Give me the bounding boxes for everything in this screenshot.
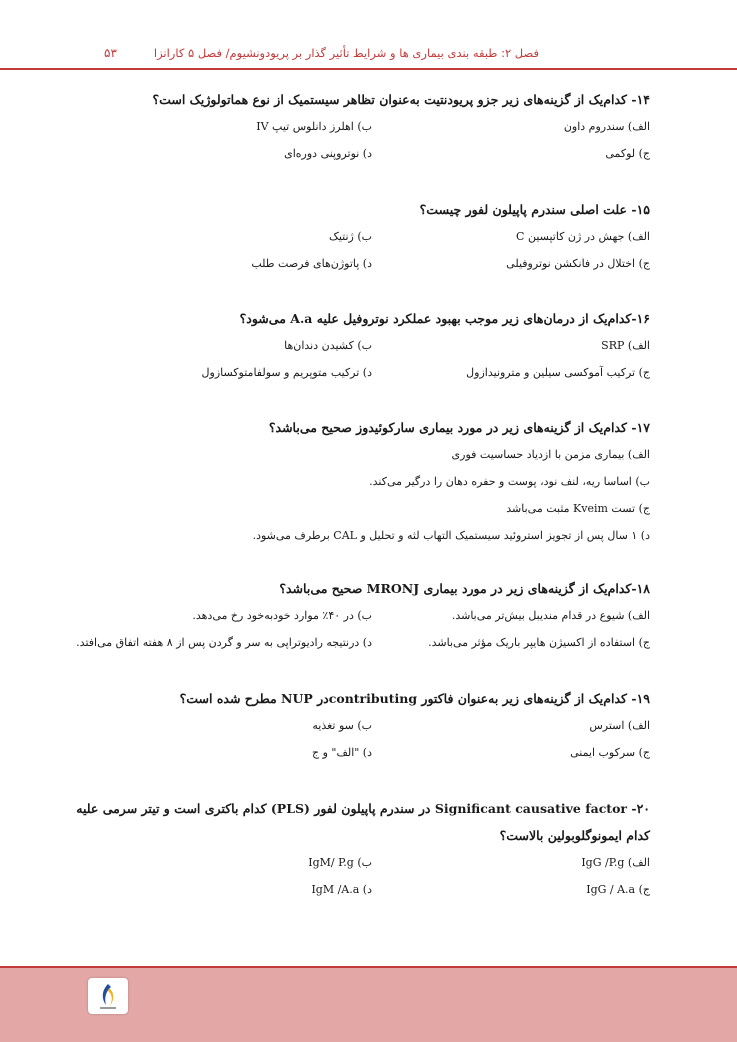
option-d: د) ۱ سال پس از تجویز استروئید سیستمیک التهاب لثه و تحلیل و CAL برطرف می‌شود.: [252, 529, 650, 542]
question-title: ۲۰- Significant causative factor در سندرم پاپیلون لفور (PLS) کدام باکتری است و تیتر سرمی علیه کدام ایمونوگلوبولین بالاست؟: [76, 801, 650, 843]
option-d: د) "الف" و ج: [311, 746, 372, 759]
options-row: [70, 113, 650, 140]
chapter-title: فصل ۲: طبقه بندی بیماری ها و شرایط تأثیر گذار بر پریودونشیوم/ فصل ۵ کارانزا: [153, 46, 539, 60]
option-c: ج) ترکیب آموکسی سیلین و مترونیدازول: [466, 366, 650, 379]
option-b: ب) ژنتیک: [328, 230, 372, 243]
page-header: [0, 0, 737, 70]
options-row: [70, 250, 650, 277]
options-row: [70, 332, 650, 359]
header-divider: [0, 68, 737, 70]
option-a: الف) استرس: [589, 719, 650, 732]
question-20: [70, 795, 650, 903]
option-b: ب) سو تغذیه: [312, 719, 372, 732]
option-c: ج) تست Kveim مثبت می‌باشد: [506, 502, 650, 515]
option-c: ج) سرکوب ایمنی: [570, 746, 650, 759]
options-row: [70, 223, 650, 250]
options-row: [70, 739, 650, 766]
option-b: ب) اساسا ریه، لنف نود، پوست و حفره دهان را درگیر می‌کند.: [369, 475, 650, 488]
publisher-logo-icon: [88, 978, 128, 1014]
question-title: ۱۶-کدام‌یک از درمان‌های زیر موجب بهبود عملکرد نوتروفیل علیه A.a می‌شود؟: [239, 311, 650, 326]
question-15: [70, 197, 650, 277]
option-d: د) IgM /A.a: [311, 883, 372, 896]
option-a: الف) SRP: [601, 339, 650, 352]
page-number: ۵۳: [104, 46, 117, 60]
options-row: [70, 359, 650, 386]
question-title: ۱۵- علت اصلی سندرم پاپیلون لفور چیست؟: [419, 202, 650, 217]
option-d: د) ترکیب متوپریم و سولفامتوکسازول: [201, 366, 372, 379]
question-title: ۱۴- کدام‌یک از گزینه‌های زیر جزو پریودنتیت به‌عنوان تظاهر سیستمیک از نوع هماتولوژیک است؟: [152, 92, 650, 107]
question-14: [70, 87, 650, 167]
question-16: [70, 306, 650, 386]
option-b: ب) IgM/ P.g: [308, 856, 372, 869]
option-d: د) درنتیجه رادیوتراپی به سر و گردن پس از ۸ هفته اتفاق می‌افتد.: [76, 636, 372, 649]
option-a: الف) جهش در ژن کاتپسین C: [516, 230, 650, 243]
footer-divider: [0, 966, 737, 968]
option-d: د) پاتوژن‌های فرصت طلب: [251, 257, 372, 270]
option-a: الف) شیوع در قدام مندیبل بیش‌تر می‌باشد.: [451, 609, 650, 622]
options-row: [70, 629, 650, 656]
option-c: ج) استفاده از اکسیژن هایپر باریک مؤثر می‌باشد.: [428, 636, 650, 649]
option-c: ج) لوکمی: [605, 147, 650, 160]
option-d: د) نوتروپنی دوره‌ای: [284, 147, 372, 160]
option-a: الف) IgG /P.g: [581, 856, 650, 869]
option-b: ب) کشیدن دندان‌ها: [284, 339, 372, 352]
question-19: [70, 686, 650, 766]
option-a: الف) بیماری مزمن با ازدیاد حساسیت فوری: [451, 448, 650, 461]
question-17: [70, 415, 650, 549]
option-c: ج) IgG / A.a: [586, 883, 650, 896]
question-title: ۱۸-کدام‌یک از گزینه‌های زیر در مورد بیماری MRONJ صحیح می‌باشد؟: [279, 581, 650, 596]
options-row: [70, 849, 650, 876]
question-title: ۱۷- کدام‌یک از گزینه‌های زیر در مورد بیماری سارکوئیدوز صحیح می‌باشد؟: [268, 420, 650, 435]
question-18: [70, 576, 650, 656]
options-row: [70, 712, 650, 739]
option-b: ب) اهلرز دانلوس تیپ IV: [256, 120, 372, 133]
question-title: ۱۹- کدام‌یک از گزینه‌های زیر به‌عنوان فاکتور contributingدر NUP مطرح شده است؟: [179, 691, 650, 706]
options-row: [70, 140, 650, 167]
option-c: ج) اختلال در فانکشن نوتروفیلی: [506, 257, 650, 270]
option-b: ب) در ۴۰٪ موارد خودبه‌خود رخ می‌دهد.: [192, 609, 372, 622]
options-row: [70, 876, 650, 903]
option-a: الف) سندروم داون: [563, 120, 650, 133]
options-row: [70, 602, 650, 629]
